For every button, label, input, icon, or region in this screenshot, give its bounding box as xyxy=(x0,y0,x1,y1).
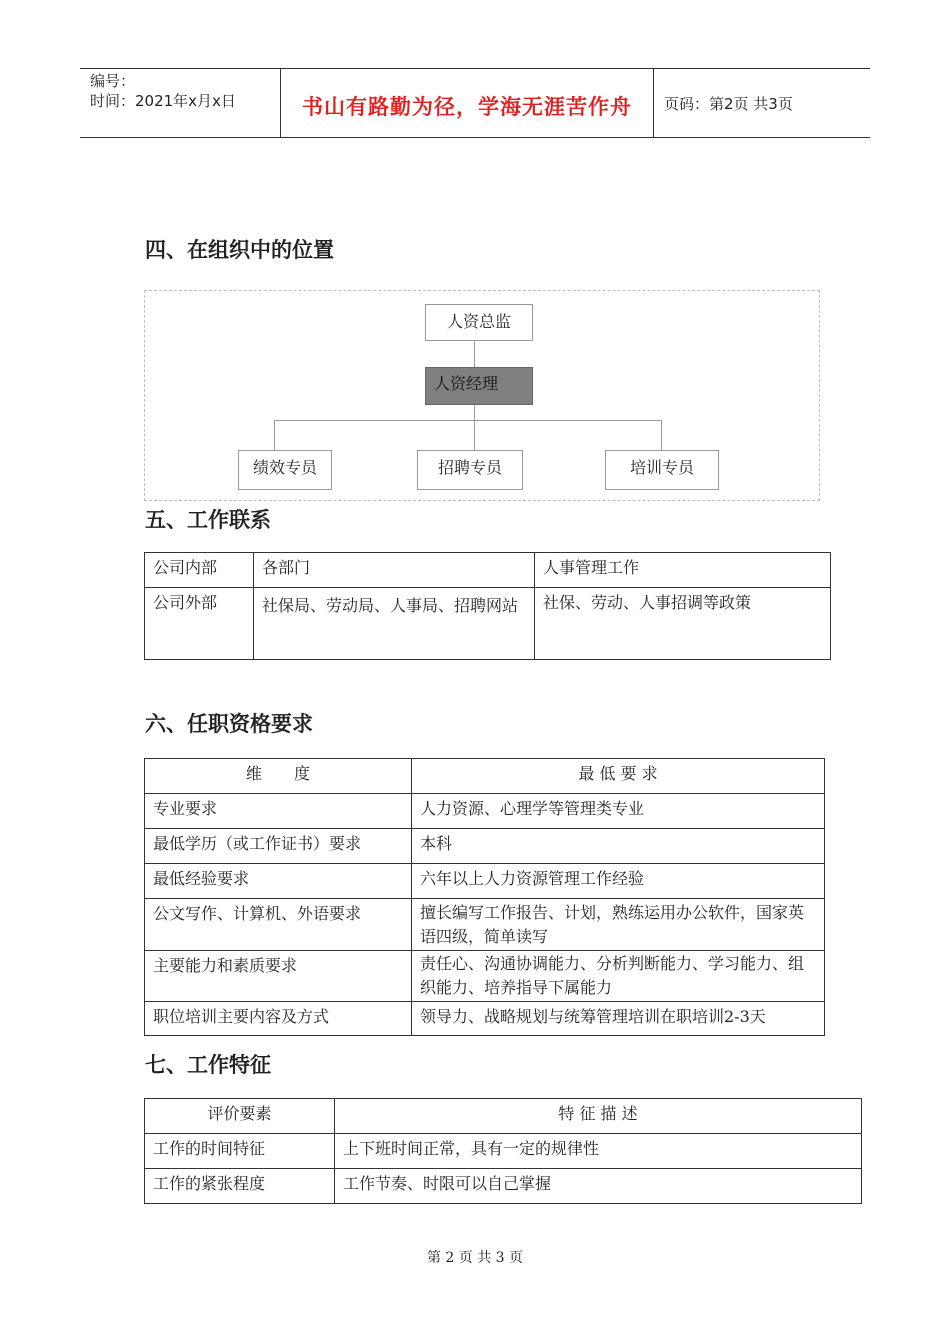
org-connector-left xyxy=(274,420,275,450)
table-row xyxy=(145,899,825,951)
contact-type-cell: 公司外部 xyxy=(145,588,254,660)
org-box-manager: 人资经理 xyxy=(425,367,533,405)
factor-cell: 工作的紧张程度 xyxy=(145,1169,335,1204)
dimension-cell: 主要能力和素质要求 xyxy=(145,951,412,1002)
description-cell: 上下班时间正常，具有一定的规律性 xyxy=(335,1134,862,1169)
table-row xyxy=(145,1134,862,1169)
qualification-table xyxy=(144,758,825,1036)
dimension-cell: 公文写作、计算机、外语要求 xyxy=(145,899,412,951)
work-contacts-table xyxy=(144,552,831,660)
description-cell: 工作节奏、时限可以自己掌握 xyxy=(335,1169,862,1204)
requirement-cell: 六年以上人力资源管理工作经验 xyxy=(412,864,825,899)
table-row xyxy=(145,1002,825,1036)
requirement-cell: 本科 xyxy=(412,829,825,864)
work-features-table xyxy=(144,1098,862,1204)
page-header xyxy=(80,68,870,138)
contact-content-cell: 社保、劳动、人事招调等政策 xyxy=(535,588,831,660)
dimension-cell: 专业要求 xyxy=(145,794,412,829)
factor-header: 评价要素 xyxy=(145,1099,335,1134)
requirement-cell: 领导力、战略规划与统筹管理培训在职培训2-3天 xyxy=(412,1002,825,1036)
org-connector-center xyxy=(474,420,475,450)
org-connector-top xyxy=(474,339,475,367)
header-time-label: 时间：2021年x月x日 xyxy=(90,92,236,110)
header-motto: 书山有路勤为径，学海无涯苦作舟 xyxy=(302,95,632,119)
requirement-header: 最 低 要 求 xyxy=(412,759,825,794)
org-connector-mid xyxy=(474,404,475,420)
description-header: 特 征 描 述 xyxy=(335,1099,862,1134)
table-row xyxy=(145,588,831,660)
requirement-cell: 责任心、沟通协调能力、分析判断能力、学习能力、组织能力、培养指导下属能力 xyxy=(412,951,825,1002)
factor-cell: 工作的时间特征 xyxy=(145,1134,335,1169)
table-row xyxy=(145,864,825,899)
section5-title: 五、工作联系 xyxy=(145,508,271,532)
table-header-row xyxy=(145,759,825,794)
section6-title: 六、任职资格要求 xyxy=(145,712,313,736)
header-number-label: 编号： xyxy=(90,72,136,90)
header-page-cell xyxy=(654,69,870,137)
contact-party-cell: 社保局、劳动局、人事局、招聘网站 xyxy=(254,588,535,660)
header-motto-cell xyxy=(281,69,654,137)
table-row xyxy=(145,829,825,864)
org-box-director: 人资总监 xyxy=(425,304,533,341)
org-chart xyxy=(144,290,820,501)
section4-title: 四、在组织中的位置 xyxy=(145,238,334,262)
section7-title: 七、工作特征 xyxy=(145,1053,271,1077)
contact-type-cell: 公司内部 xyxy=(145,553,254,588)
contact-content-cell: 人事管理工作 xyxy=(535,553,831,588)
org-connector-right xyxy=(661,420,662,450)
table-row xyxy=(145,794,825,829)
org-connector-horizontal xyxy=(274,420,662,421)
header-page-info: 页码：第2页 共3页 xyxy=(664,95,793,113)
contact-party-cell: 各部门 xyxy=(254,553,535,588)
dimension-cell: 最低经验要求 xyxy=(145,864,412,899)
header-meta xyxy=(80,69,281,137)
dimension-cell: 最低学历（或工作证书）要求 xyxy=(145,829,412,864)
page-footer: 第 2 页 共 3 页 xyxy=(426,1250,524,1266)
requirement-cell: 人力资源、心理学等管理类专业 xyxy=(412,794,825,829)
org-box-performance: 绩效专员 xyxy=(238,450,332,490)
table-row xyxy=(145,553,831,588)
dimension-header: 维 度 xyxy=(145,759,412,794)
org-box-training: 培训专员 xyxy=(605,450,719,490)
requirement-cell: 擅长编写工作报告、计划，熟练运用办公软件，国家英语四级，简单读写 xyxy=(412,899,825,951)
table-header-row xyxy=(145,1099,862,1134)
table-row xyxy=(145,951,825,1002)
table-row xyxy=(145,1169,862,1204)
org-box-recruiting: 招聘专员 xyxy=(417,450,523,490)
dimension-cell: 职位培训主要内容及方式 xyxy=(145,1002,412,1036)
